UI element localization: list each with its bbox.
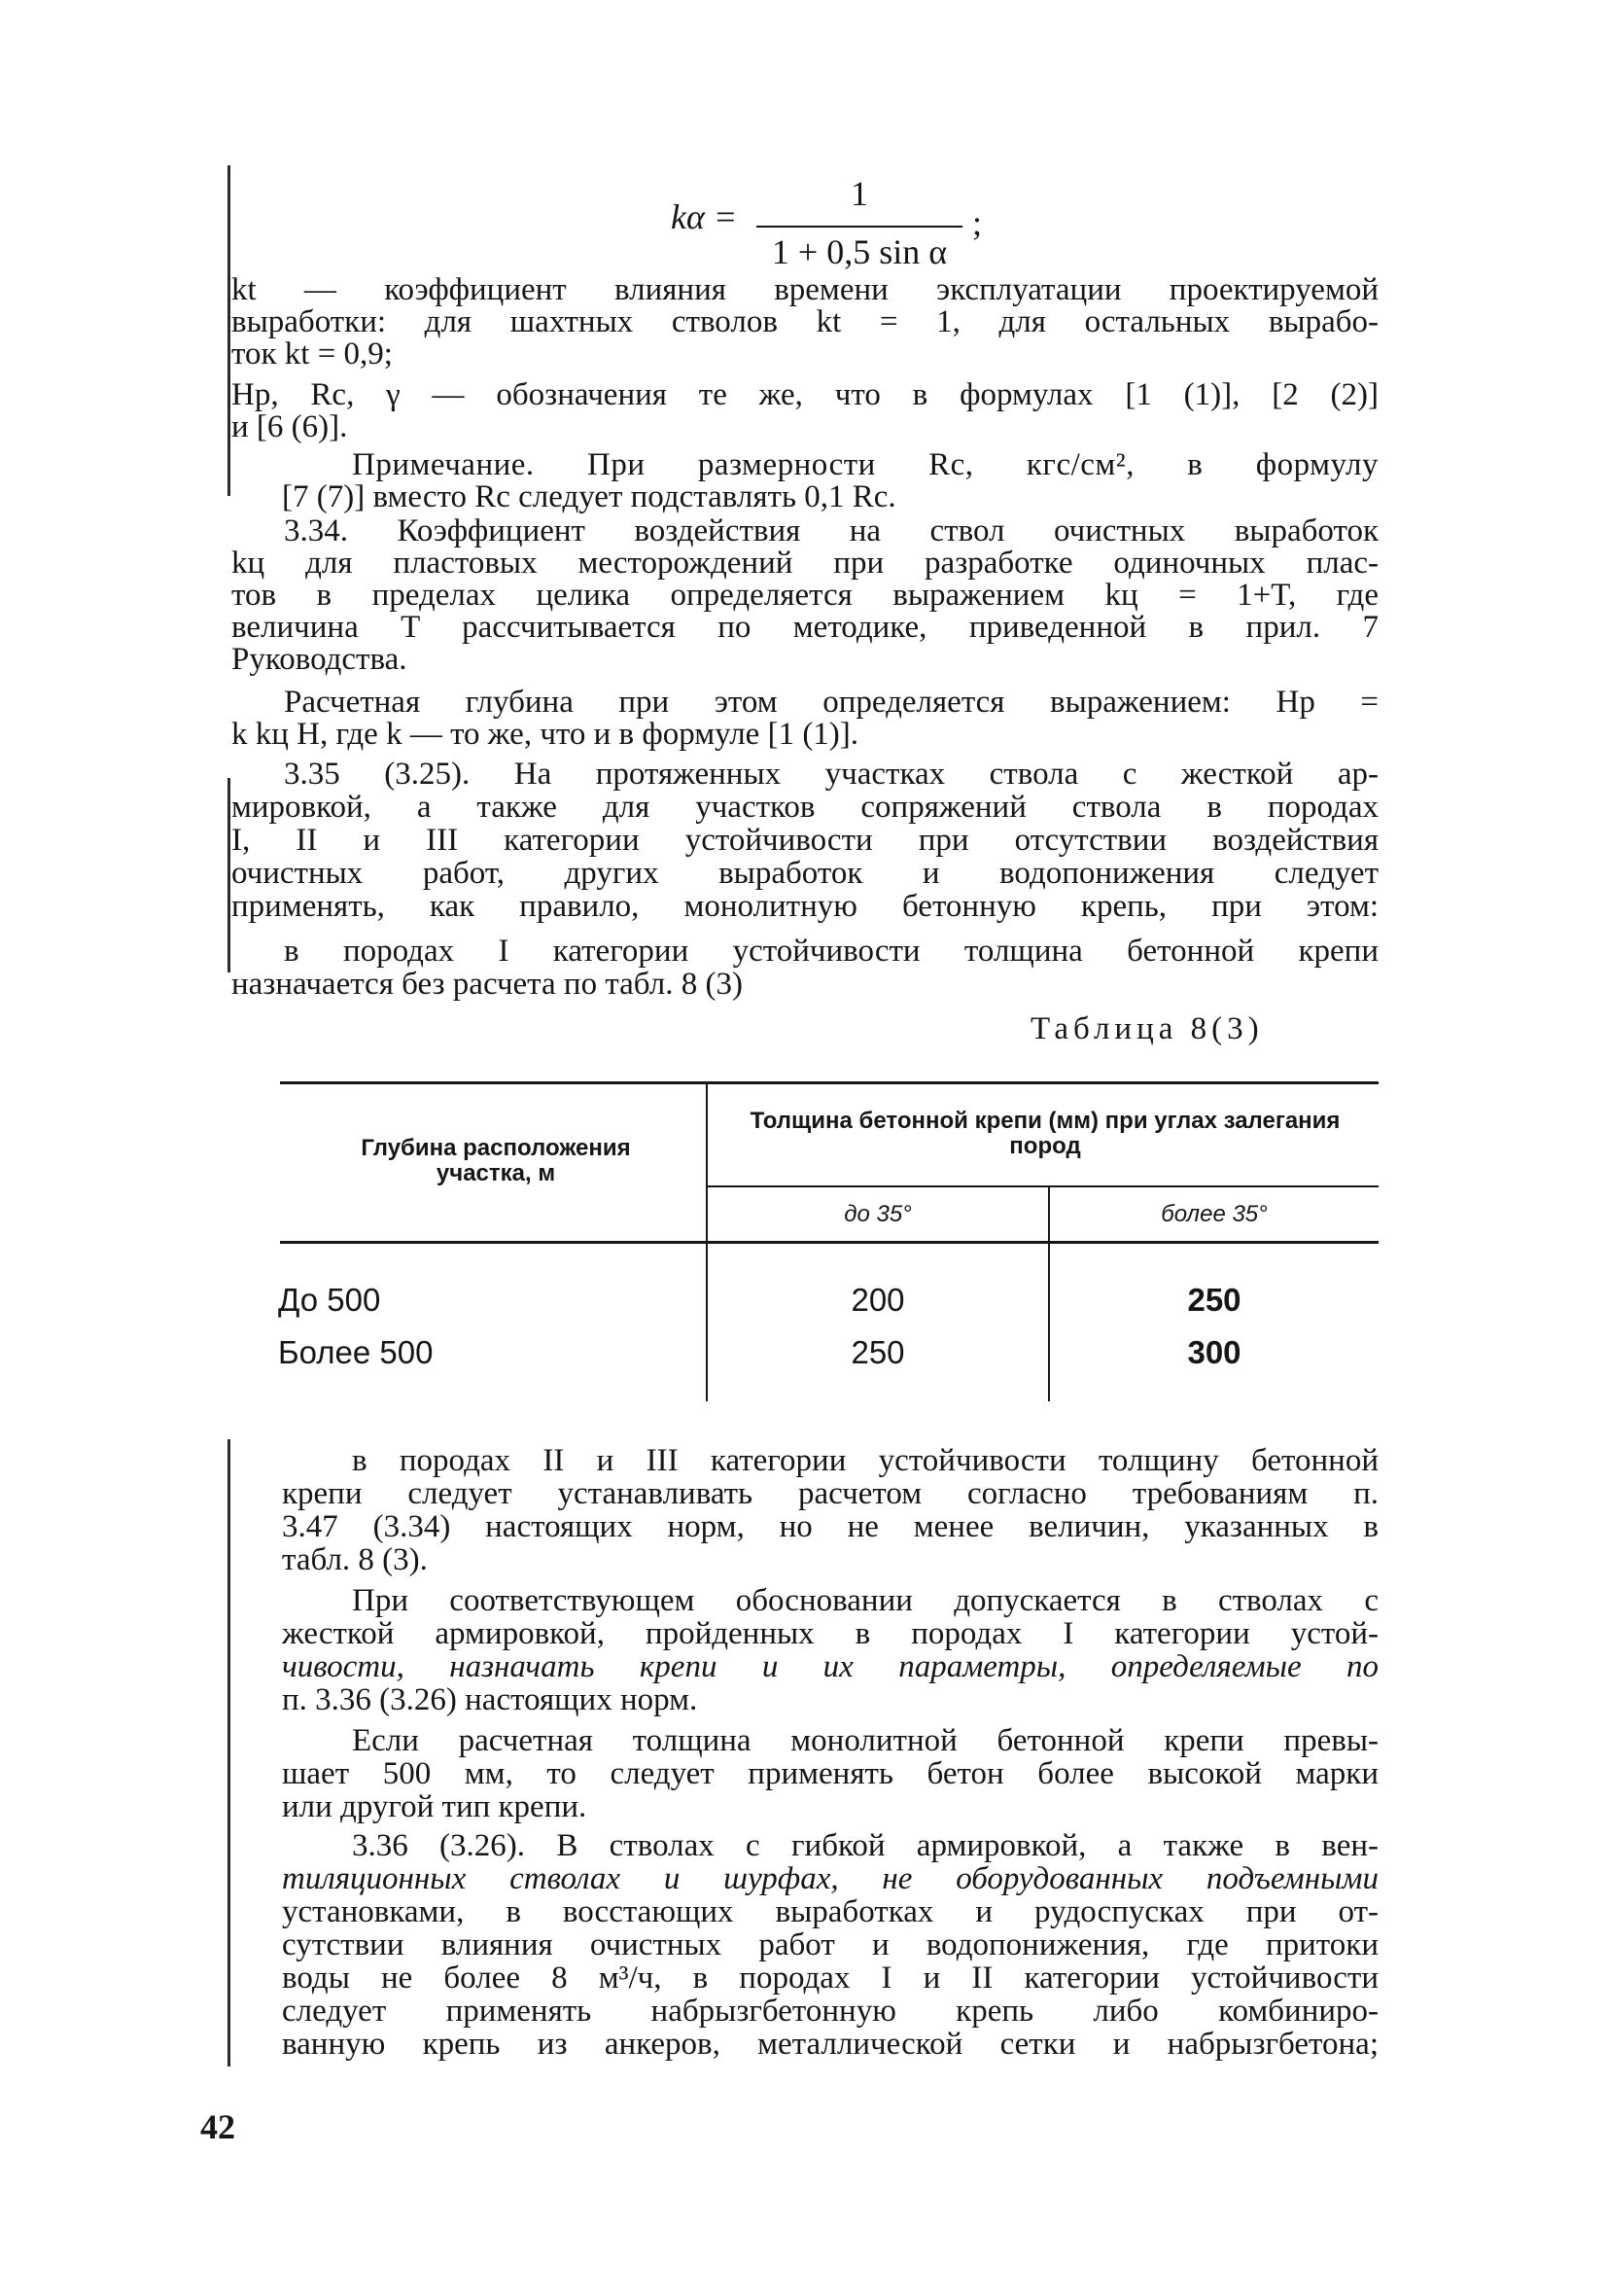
text-line: крепи следует устанавливать расчетом согласно требованиям п. [282, 1476, 1379, 1511]
table-header-depth: Глубина расположения участка, м [361, 1135, 631, 1186]
text-line: Hр, Rс, γ — обозначения те же, что в формулах [1 (1)], [2 (2)] [231, 377, 1379, 412]
formula-denominator: 1 + 0,5 sin α [771, 232, 948, 271]
text-line: в породах I категории устойчивости толщина бетонной крепи [284, 934, 1379, 969]
formula-semicolon: ; [972, 203, 983, 242]
text-line: тов в пределах целика определяется выражением kц = 1+T, где [231, 578, 1379, 613]
margin-bar [227, 778, 230, 972]
text-line: Руководства. [231, 642, 407, 677]
fraction-bar [756, 226, 962, 228]
text-line: Расчетная глубина при этом определяется выражением: Hр = [284, 685, 1379, 720]
formula-lhs: kα = [671, 197, 738, 236]
table-cell: 250 [1187, 1282, 1241, 1318]
text-line: k kц H, где k — то же, что и в формуле [1 (1)]. [231, 717, 859, 752]
table-cell: 200 [851, 1282, 905, 1318]
text-line: 3.34. Коэффициент воздействия на ствол очистных выработок [284, 513, 1379, 548]
note-line: [7 (7)] вместо Rс следует подставлять 0,1 Rс. [282, 479, 896, 514]
text-line: величина T рассчитывается по методике, приведенной в прил. 7 [231, 610, 1379, 645]
text-line: 3.35 (3.25). На протяженных участках ствола с жесткой ар- [284, 757, 1379, 792]
text-line: При соответствующем обосновании допускается в стволах с [352, 1583, 1379, 1618]
table-header-thickness: Толщина бетонной крепи (мм) при углах залегания пород [750, 1108, 1341, 1159]
note-line: Примечание. При размерности Rс, кгс/см², в формулу [352, 447, 1379, 482]
margin-bar [227, 165, 230, 496]
table-cell: 300 [1187, 1334, 1241, 1370]
text-line: в породах II и III категории устойчивости толщину бетонной [352, 1443, 1379, 1478]
page-number: 42 [200, 2107, 235, 2146]
text-line: и [6 (6)]. [231, 409, 348, 444]
table-caption: Таблица 8(3) [1031, 1011, 1264, 1046]
table-cell: 250 [851, 1334, 905, 1370]
text-line: установками, в восстающих выработках и рудоспусках при от- [282, 1894, 1379, 1929]
text-line: или другой тип крепи. [282, 1789, 587, 1824]
margin-bar [227, 1439, 230, 2066]
table-top-rule [280, 1081, 1379, 1084]
text-line: выработки: для шахтных стволов kt = 1, для остальных вырабо- [231, 304, 1379, 339]
text-line: п. 3.36 (3.26) настоящих норм. [282, 1682, 698, 1717]
text-line: Если расчетная толщина монолитной бетонной крепи превы- [352, 1723, 1379, 1758]
text-line: назначается без расчета по табл. 8 (3) [231, 967, 743, 1002]
formula-k-alpha [671, 146, 1060, 271]
text-line: kt — коэффициент влияния времени эксплуатации проектируемой [231, 272, 1379, 307]
text-line: тиляционных стволах и шурфах, не оборудованных подъемными [282, 1861, 1379, 1896]
table-row-label: Более 500 [278, 1334, 434, 1370]
table-subheader-rule [708, 1185, 1379, 1187]
text-line: сутствии влияния очистных работ и водопонижения, где притоки [282, 1927, 1379, 1962]
table-row-label: До 500 [278, 1282, 381, 1318]
text-line: применять, как правило, монолитную бетонную крепь, при этом: [231, 889, 1379, 924]
table-subheader-angle: более 35° [1161, 1201, 1268, 1227]
text-line: мировкой, а также для участков сопряжений ствола в породах [231, 790, 1379, 825]
text-line: жесткой армировкой, пройденных в породах I категории устой- [282, 1616, 1379, 1651]
text-line: 3.36 (3.26). В стволах с гибкой армировкой, а также в вен- [352, 1828, 1379, 1863]
formula-numerator: 1 [851, 174, 868, 213]
text-line: ванную крепь из анкеров, металлической сетки и набрызгбетона; [282, 2027, 1379, 2062]
text-line: следует применять набрызгбетонную крепь либо комбиниро- [282, 1994, 1379, 2029]
text-line: ток kt = 0,9; [231, 336, 393, 371]
text-line: табл. 8 (3). [282, 1542, 428, 1577]
text-line: 3.47 (3.34) настоящих норм, но не менее величин, указанных в [282, 1509, 1379, 1544]
text-line: шает 500 мм, то следует применять бетон более высокой марки [282, 1756, 1379, 1791]
text-line: чивости, назначать крепи и их параметры, определяемые по [282, 1649, 1379, 1684]
text-line: воды не более 8 м³/ч, в породах I и II категории устойчивости [282, 1960, 1379, 1996]
table-subheader-angle: до 35° [844, 1201, 912, 1227]
text-line: I, II и III категории устойчивости при отсутствии воздействия [231, 823, 1379, 858]
text-line: очистных работ, других выработок и водопонижения следует [231, 856, 1379, 891]
table-header-rule [280, 1241, 1379, 1244]
text-line: kц для пластовых месторождений при разработке одиночных плас- [231, 546, 1379, 581]
